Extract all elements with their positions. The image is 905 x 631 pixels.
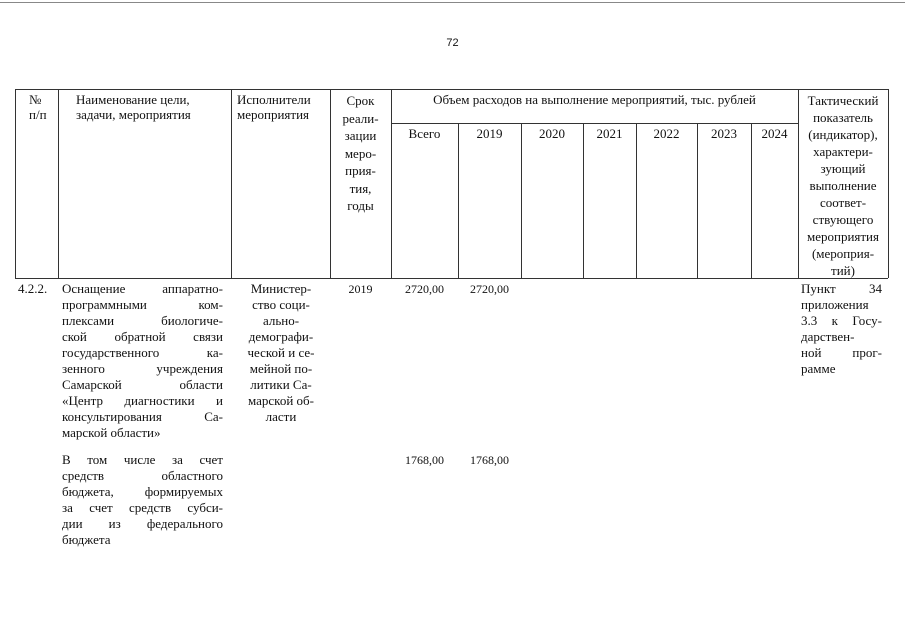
header-year-2022: 2022 xyxy=(653,126,680,141)
row-name: Оснащение аппаратно- программными ком- плексами биологиче- ской обратной связи государственного ка- зенного учреждения Самарской области «Центр диагностики и консультирования Са- марской области» xyxy=(62,281,223,440)
page-number: 72 xyxy=(446,37,459,49)
row-num: 4.2.2. xyxy=(18,281,48,296)
row-term: 2019 xyxy=(348,282,373,296)
header-year-2021: 2021 xyxy=(596,126,623,141)
header-year-2023: 2023 xyxy=(711,126,737,141)
header-indicator: Тактический показатель (индикатор), характери- зующий выполнение соответ- ствующего мероприятия (мероприя- тий) xyxy=(806,93,879,278)
header-expenses: Объем расходов на выполнение мероприятий, тыс. рублей xyxy=(433,92,756,107)
header-year-2019: 2019 xyxy=(476,126,503,141)
column-border xyxy=(697,123,698,278)
column-border xyxy=(521,123,522,278)
header-year-2020: 2020 xyxy=(539,126,565,141)
header-num: № п/п xyxy=(29,92,47,122)
header-year-2024: 2024 xyxy=(761,126,788,141)
row-subitem-name: В том числе за счет средств областного бюджета, формируемых за счет средств субси- дии из федерального бюджета xyxy=(62,452,223,547)
header-term: Срок реали- зации меро- прия- тия, годы xyxy=(342,93,379,213)
row-subitem-2019: 1768,00 xyxy=(470,453,509,467)
header-bottom-border xyxy=(15,278,888,279)
column-border xyxy=(636,123,637,278)
column-border xyxy=(458,123,459,278)
row-2019: 2720,00 xyxy=(470,282,509,296)
header-name: Наименование цели, задачи, мероприятия xyxy=(76,92,191,122)
column-border xyxy=(751,123,752,278)
row-executors: Министер- ство соци- ально- демографи- ческой и се- мейной по- литики Са- марской об- ласти xyxy=(247,281,315,424)
column-border xyxy=(888,89,889,278)
top-rule xyxy=(0,2,905,3)
header-executors: Исполнители мероприятия xyxy=(237,92,311,122)
row-total: 2720,00 xyxy=(405,282,444,296)
column-border xyxy=(583,123,584,278)
row-subitem-total: 1768,00 xyxy=(405,453,444,467)
column-border xyxy=(391,89,392,278)
header-year-total: Всего xyxy=(408,126,441,141)
row-indicator: Пункт 34 приложения 3.3 к Госу- дарствен- ной прог- рамме xyxy=(801,281,882,376)
